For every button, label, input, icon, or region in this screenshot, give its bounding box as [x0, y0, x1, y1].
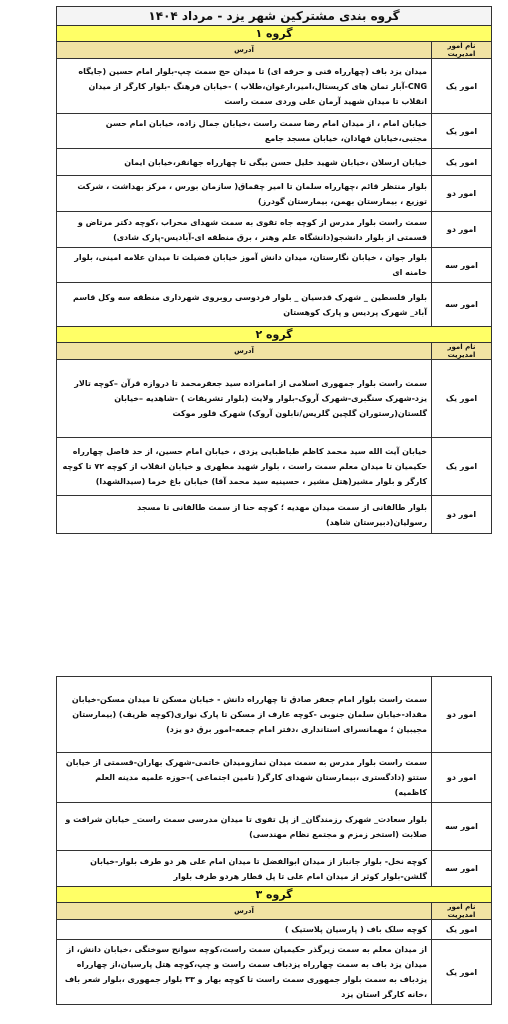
table-row: [57, 753, 492, 803]
group-row: [57, 327, 492, 343]
dept-cell: امور سه: [432, 803, 492, 851]
table-row: [57, 212, 492, 248]
dept-cell: امور دو: [432, 753, 492, 803]
table-row: [57, 360, 492, 438]
header-dept: نام امور امدیریت: [432, 343, 492, 360]
schedule-table-continuation: [56, 676, 492, 1005]
table-row: [57, 283, 492, 327]
header-row: [57, 903, 492, 920]
table-row: [57, 803, 492, 851]
dept-cell: امور دو: [432, 176, 492, 212]
schedule-table-top: [56, 6, 492, 534]
address-cell: بلوار جوان ، خیابان نگارستان، میدان دانش آموز خیابان فضیلت تا میدان علامه امینی، بلوار خامنه ای: [57, 248, 432, 283]
dept-cell: امور دو: [432, 677, 492, 753]
group-title: گروه ۳: [57, 887, 492, 903]
dept-cell: امور یک: [432, 940, 492, 1005]
dept-cell: امور دو: [432, 496, 492, 534]
address-cell: خیابان آیت الله سید محمد کاظم طباطبایی یزدی ، خیابان امام حسین، از حد فاصل چهارراه حکیمیان تا میدان معلم سمت راست ، بلوار شهید مطهری و خیابان انقلاب از کوچه ۷۲ تا کوچه کارگر و بلوار مشیر(هتل مشیر ، حسینیه سید محمد آقا) خیابان باغ خرما (سیدالشهدا): [57, 438, 432, 496]
header-dept: نام امور امدیریت: [432, 42, 492, 59]
dept-cell: امور سه: [432, 248, 492, 283]
address-cell: خیابان امام ، از میدان امام رضا سمت راست ،خیابان جمال زاده، خیابان امام حسن مجتبی،خیابان فهادان، خیابان مسجد جامع: [57, 114, 432, 149]
dept-cell: امور یک: [432, 920, 492, 940]
address-cell: بلوار فلسطین _ شهرک قدسیان _ بلوار فردوسی روبروی شهرداری منطقه سه وکل قاسم آباد_ شهرک پردیس و پارک کوهستان: [57, 283, 432, 327]
table-row: [57, 940, 492, 1005]
dept-cell: امور یک: [432, 149, 492, 176]
dept-cell: امور یک: [432, 438, 492, 496]
table-row: [57, 496, 492, 534]
schedule-sheet-continuation: [56, 676, 491, 1005]
address-cell: سمت راست بلوار مدرس از کوچه جاه تقوی به سمت شهدای محراب ،کوچه دکتر مرتاض و قسمتی از بلوار دانشجو(دانشگاه علم وهنر ، برق منطقه ای-آبادیس-پارک شادی): [57, 212, 432, 248]
group-title: گروه ۱: [57, 26, 492, 42]
address-cell: سمت راست بلوار جمهوری اسلامی از امامزاده سید جعفرمحمد تا دروازه قرآن –کوچه تالار یزد-شهرک سنگبری-شهرک آروک-بلوار ولایت (بلوار تشریفات ) -شاهدیه –خیابان گلستان(رستوران گلچین گلریس/نابلون آروک) شهرک فلور موکت: [57, 360, 432, 438]
dept-cell: امور سه: [432, 851, 492, 887]
table-row: [57, 851, 492, 887]
page-title: گروه بندی مشترکین شهر یزد - مرداد ۱۴۰۴: [57, 7, 492, 26]
address-cell: از میدان معلم به سمت زیرگذر حکیمیان سمت راست،کوچه سوانح سوختگی ،خیابان دانش، از میدان یزد باف به سمت چهارراه یزدباف سمت راست و چپ،کوچه هتل پارسیان،از چهارراه یزدباف به سمت بلوار جمهوری سمت راست تا کوچه بهار و ۳۳ بلوار جمهوری ،بلوار شعر باف ،خانه کارگر استان یزد: [57, 940, 432, 1005]
address-cell: سمت راست بلوار امام جعفر صادق تا چهارراه دانش - خیابان مسکن تا میدان مسکن-خیابان مقداد-خیابان سلمان جنوبی -کوچه عارف از مسکن تا پارک نواری(کوچه ظریف) (بیمارستان مجیبیان ؛ مهمانسرای استانداری ،دفتر امام جمعه-امور برق دو یزد): [57, 677, 432, 753]
schedule-sheet-top: [56, 6, 491, 534]
table-row: [57, 920, 492, 940]
header-addr: آدرس: [57, 903, 432, 920]
title-row: [57, 7, 492, 26]
dept-cell: امور یک: [432, 59, 492, 114]
address-cell: سمت راست بلوار مدرس به سمت میدان نمازومیدان خاتمی-شهرک بهاران-قسمتی از خیابان ستتو (دادگستری ،بیمارستان شهدای کارگر( تامین اجتماعی )-حوزه علمیه مدینه العلم کاظمیه): [57, 753, 432, 803]
header-row: [57, 343, 492, 360]
address-cell: بلوار منتظر قائم ،چهارراه سلمان تا امیر چقماق( سازمان بورس ، مرکز بهداشت ، شرکت توزیع ، بیمارستان بهمن، بیمارستان گودرز): [57, 176, 432, 212]
table-row: [57, 677, 492, 753]
group-title: گروه ۲: [57, 327, 492, 343]
table-row: [57, 248, 492, 283]
address-cell: کوچه سلک باف ( پارسیان پلاستیک ): [57, 920, 432, 940]
group-row: [57, 26, 492, 42]
dept-cell: امور یک: [432, 360, 492, 438]
table-row: [57, 438, 492, 496]
address-cell: بلوار طالقانی از سمت میدان مهدیه ؛ کوچه حنا از سمت طالقانی تا مسجد رسولیان(دبیرستان شاهد): [57, 496, 432, 534]
header-addr: آدرس: [57, 343, 432, 360]
header-addr: آدرس: [57, 42, 432, 59]
table-row: [57, 176, 492, 212]
dept-cell: امور سه: [432, 283, 492, 327]
address-cell: میدان یزد باف (چهارراه فنی و حرفه ای) تا میدان حج سمت چپ-بلوار امام حسین (جایگاه CNG-آبار تمان های کریستال،امیر،ارغوان،طلاب ) -خیابان فرهنگ -بلوار کارگر از میدان انقلاب تا میدان شهید آرمان علی وردی سمت راست: [57, 59, 432, 114]
header-row: [57, 42, 492, 59]
address-cell: خیابان ارسلان ،خیابان شهید خلیل حسن بیگی تا چهارراه جهانقر،خیابان ایمان: [57, 149, 432, 176]
table-row: [57, 59, 492, 114]
dept-cell: امور یک: [432, 114, 492, 149]
group-row: [57, 887, 492, 903]
address-cell: کوچه نخل- بلوار جانباز از میدان ابوالفضل تا میدان امام علی هر دو طرف بلوار-خیابان گلشن-بلوار کوثر از میدان امام علی تا پل قطار هردو طرف بلوار: [57, 851, 432, 887]
address-cell: بلوار سعادت_ شهرک رزمندگان_ از پل تقوی تا میدان مدرسی سمت راست_ خیابان شرافت و صلابت (استخر زمزم و مجتمع نظام مهندسی): [57, 803, 432, 851]
table-row: [57, 114, 492, 149]
header-dept: نام امور امدیریت: [432, 903, 492, 920]
dept-cell: امور دو: [432, 212, 492, 248]
table-row: [57, 149, 492, 176]
